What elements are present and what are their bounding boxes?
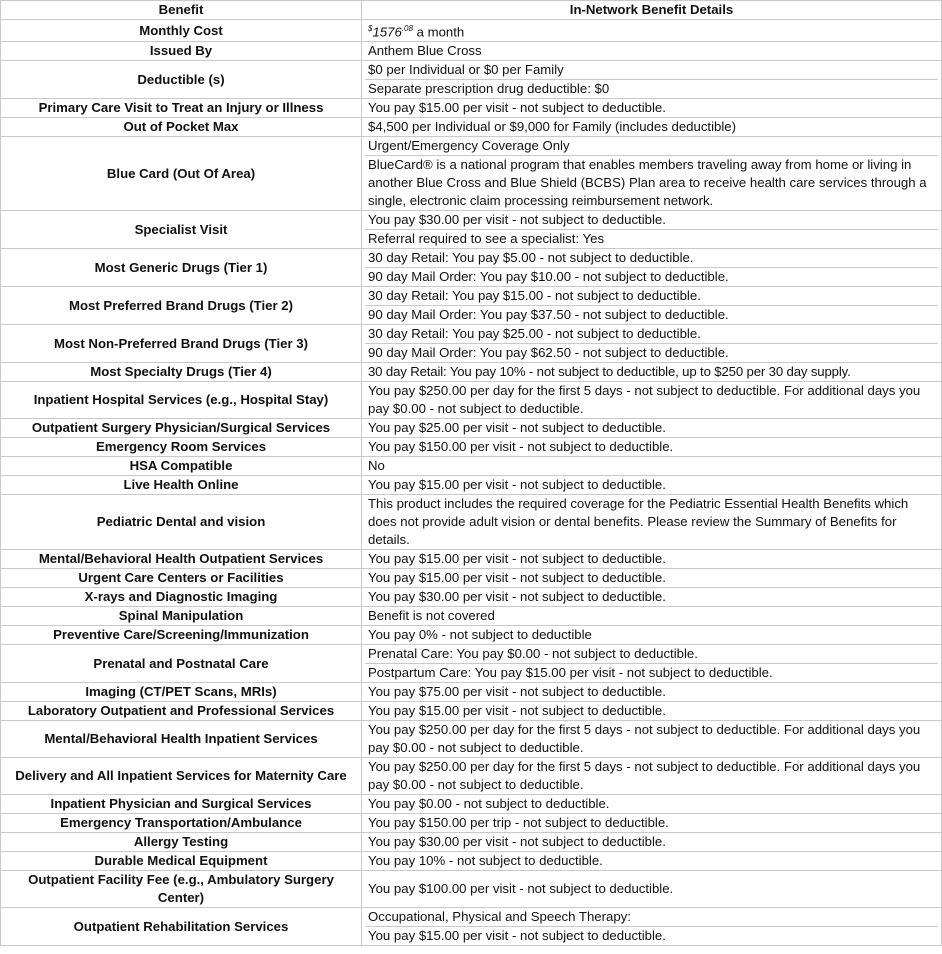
benefit-label: Blue Card (Out Of Area) <box>1 137 362 211</box>
benefit-detail <box>362 814 942 833</box>
table-row <box>1 419 942 438</box>
detail-line: $0 per Individual or $0 per Family <box>368 62 564 78</box>
table-row <box>1 438 942 457</box>
benefit-label: Mental/Behavioral Health Inpatient Services <box>1 721 362 758</box>
benefit-label: Spinal Manipulation <box>1 607 362 626</box>
benefit-label: Most Preferred Brand Drugs (Tier 2) <box>1 287 362 325</box>
benefit-detail <box>362 795 942 814</box>
detail-line: You pay $250.00 per day for the first 5 days - not subject to deductible. For additional days you pay $0.00 - not subject to deductible. <box>368 383 921 417</box>
table-row <box>1 645 942 683</box>
table-row <box>1 626 942 645</box>
benefit-label: Most Generic Drugs (Tier 1) <box>1 249 362 287</box>
benefit-label: Mental/Behavioral Health Outpatient Services <box>1 550 362 569</box>
table-row <box>1 607 942 626</box>
benefit-detail <box>362 588 942 607</box>
benefit-detail <box>362 852 942 871</box>
detail-line: You pay $30.00 per visit - not subject to deductible. <box>368 212 666 228</box>
benefit-label: Laboratory Outpatient and Professional Services <box>1 702 362 721</box>
benefit-label: Out of Pocket Max <box>1 118 362 137</box>
table-row <box>1 137 942 211</box>
table-row <box>1 814 942 833</box>
benefit-label: Inpatient Hospital Services (e.g., Hospital Stay) <box>1 382 362 419</box>
benefit-label: Primary Care Visit to Treat an Injury or Illness <box>1 99 362 118</box>
table-row <box>1 833 942 852</box>
benefit-detail <box>362 99 942 118</box>
detail-line: You pay $15.00 per visit - not subject to deductible. <box>368 551 666 567</box>
benefit-detail <box>362 325 942 363</box>
benefit-label: Outpatient Facility Fee (e.g., Ambulatory Surgery Center) <box>1 871 362 908</box>
benefit-detail <box>362 287 942 325</box>
benefit-label: Outpatient Rehabilitation Services <box>1 908 362 946</box>
benefit-label: Monthly Cost <box>1 20 362 42</box>
table-header-row <box>1 1 942 20</box>
benefit-label: X-rays and Diagnostic Imaging <box>1 588 362 607</box>
benefit-label: Prenatal and Postnatal Care <box>1 645 362 683</box>
detail-line: Prenatal Care: You pay $0.00 - not subject to deductible. <box>368 646 698 662</box>
table-row <box>1 363 942 382</box>
benefit-label: Emergency Transportation/Ambulance <box>1 814 362 833</box>
detail-line: You pay $25.00 per visit - not subject to deductible. <box>368 420 666 436</box>
benefit-detail <box>362 42 942 61</box>
benefit-detail <box>362 871 942 908</box>
benefit-label: Imaging (CT/PET Scans, MRIs) <box>1 683 362 702</box>
detail-line: 90 day Mail Order: You pay $62.50 - not subject to deductible. <box>365 343 938 362</box>
monthly-cost-suffix: a month <box>416 24 465 40</box>
detail-line: BlueCard® is a national program that enables members traveling away from home or living in another Blue Cross and Blue Shield (BCBS) Plan area to receive health care services through a single, electronic claim processing reimbursement network. <box>365 155 938 210</box>
benefit-label: Live Health Online <box>1 476 362 495</box>
table-row <box>1 118 942 137</box>
benefit-detail <box>362 118 942 137</box>
table-row <box>1 721 942 758</box>
detail-line: Referral required to see a specialist: Yes <box>365 229 938 248</box>
benefit-detail <box>362 61 942 99</box>
detail-line: You pay $75.00 per visit - not subject to deductible. <box>368 684 666 700</box>
benefit-detail <box>362 137 942 211</box>
detail-line: $4,500 per Individual or $9,000 for Family (includes deductible) <box>368 119 736 135</box>
benefit-label: Issued By <box>1 42 362 61</box>
benefit-label: Emergency Room Services <box>1 438 362 457</box>
detail-line: 30 day Retail: You pay 10% - not subject to deductible, up to $250 per 30 day supply. <box>368 364 851 380</box>
table-row <box>1 852 942 871</box>
benefit-detail <box>362 607 942 626</box>
detail-line: You pay 10% - not subject to deductible. <box>368 853 603 869</box>
benefit-detail <box>362 721 942 758</box>
detail-line: 90 day Mail Order: You pay $37.50 - not subject to deductible. <box>365 305 938 324</box>
table-row <box>1 588 942 607</box>
detail-line: You pay $150.00 per trip - not subject to deductible. <box>368 815 669 831</box>
benefit-detail <box>362 382 942 419</box>
benefit-detail <box>362 211 942 249</box>
benefit-detail <box>362 363 942 382</box>
detail-line: 90 day Mail Order: You pay $10.00 - not subject to deductible. <box>365 267 938 286</box>
benefit-label: Allergy Testing <box>1 833 362 852</box>
benefit-label: Pediatric Dental and vision <box>1 495 362 550</box>
benefit-detail <box>362 419 942 438</box>
table-row <box>1 758 942 795</box>
benefit-detail <box>362 702 942 721</box>
table-row <box>1 42 942 61</box>
benefit-detail <box>362 20 942 42</box>
header-in-network-details: In-Network Benefit Details <box>362 1 942 20</box>
detail-line: You pay $30.00 per visit - not subject to deductible. <box>368 589 666 605</box>
benefit-label: Outpatient Surgery Physician/Surgical Services <box>1 419 362 438</box>
detail-line: You pay $15.00 per visit - not subject to deductible. <box>365 926 938 945</box>
detail-line: No <box>368 458 385 474</box>
table-row <box>1 457 942 476</box>
benefit-detail <box>362 626 942 645</box>
detail-line: You pay $15.00 per visit - not subject to deductible. <box>368 703 666 719</box>
detail-line: Anthem Blue Cross <box>368 43 482 59</box>
detail-line: Occupational, Physical and Speech Therapy: <box>368 909 631 925</box>
benefit-detail <box>362 758 942 795</box>
table-row <box>1 325 942 363</box>
table-row <box>1 702 942 721</box>
detail-line: 30 day Retail: You pay $25.00 - not subject to deductible. <box>368 326 701 342</box>
detail-line: You pay $150.00 per visit - not subject to deductible. <box>368 439 674 455</box>
table-row <box>1 908 942 946</box>
benefit-label: Most Specialty Drugs (Tier 4) <box>1 363 362 382</box>
detail-line: You pay $250.00 per day for the first 5 days - not subject to deductible. For additional days you pay $0.00 - not subject to deductible. <box>368 759 921 793</box>
table-row <box>1 871 942 908</box>
table-row <box>1 287 942 325</box>
benefit-label: Preventive Care/Screening/Immunization <box>1 626 362 645</box>
benefit-detail <box>362 457 942 476</box>
benefit-label: HSA Compatible <box>1 457 362 476</box>
benefit-label: Specialist Visit <box>1 211 362 249</box>
monthly-cost-amount: 1576 <box>372 24 402 40</box>
table-row-monthly-cost <box>1 20 942 42</box>
table-row <box>1 382 942 419</box>
table-row <box>1 249 942 287</box>
benefit-detail <box>362 645 942 683</box>
benefit-label: Durable Medical Equipment <box>1 852 362 871</box>
benefit-label: Delivery and All Inpatient Services for Maternity Care <box>1 758 362 795</box>
detail-line: You pay 0% - not subject to deductible <box>368 627 592 643</box>
table-row <box>1 795 942 814</box>
benefit-detail <box>362 683 942 702</box>
benefit-detail <box>362 249 942 287</box>
benefit-label: Deductible (s) <box>1 61 362 99</box>
currency-symbol: $ <box>368 24 373 33</box>
benefit-detail <box>362 550 942 569</box>
table-row <box>1 61 942 99</box>
detail-line: You pay $15.00 per visit - not subject to deductible. <box>368 100 666 116</box>
table-row <box>1 99 942 118</box>
table-row <box>1 550 942 569</box>
monthly-cost-cents: .08 <box>401 24 413 33</box>
benefit-detail <box>362 438 942 457</box>
detail-line: Benefit is not covered <box>368 608 495 624</box>
detail-line: This product includes the required coverage for the Pediatric Essential Health Benefits which does not provide adult vision or dental benefits. Please review the Summary of Benefits for details. <box>368 496 909 548</box>
detail-line: You pay $0.00 - not subject to deductible. <box>368 796 610 812</box>
benefit-label: Most Non-Preferred Brand Drugs (Tier 3) <box>1 325 362 363</box>
benefit-detail <box>362 569 942 588</box>
table-row <box>1 476 942 495</box>
detail-line: Postpartum Care: You pay $15.00 per visit - not subject to deductible. <box>365 663 938 682</box>
benefit-detail <box>362 476 942 495</box>
table-row <box>1 683 942 702</box>
monthly-cost-value <box>365 20 938 41</box>
detail-line: You pay $15.00 per visit - not subject to deductible. <box>368 477 666 493</box>
detail-line: You pay $100.00 per visit - not subject to deductible. <box>368 881 674 897</box>
benefit-label: Inpatient Physician and Surgical Services <box>1 795 362 814</box>
detail-line: Separate prescription drug deductible: $0 <box>365 79 938 98</box>
benefit-detail <box>362 495 942 550</box>
table-row <box>1 569 942 588</box>
table-row <box>1 495 942 550</box>
detail-line: Urgent/Emergency Coverage Only <box>368 138 570 154</box>
benefit-detail <box>362 908 942 946</box>
detail-line: 30 day Retail: You pay $15.00 - not subject to deductible. <box>368 288 701 304</box>
detail-line: 30 day Retail: You pay $5.00 - not subject to deductible. <box>368 250 694 266</box>
detail-line: You pay $15.00 per visit - not subject to deductible. <box>368 570 666 586</box>
benefit-label: Urgent Care Centers or Facilities <box>1 569 362 588</box>
benefit-detail <box>362 833 942 852</box>
header-benefit: Benefit <box>1 1 362 20</box>
detail-line: You pay $250.00 per day for the first 5 days - not subject to deductible. For additional days you pay $0.00 - not subject to deductible. <box>368 722 921 756</box>
detail-line: You pay $30.00 per visit - not subject to deductible. <box>368 834 666 850</box>
table-row <box>1 211 942 249</box>
